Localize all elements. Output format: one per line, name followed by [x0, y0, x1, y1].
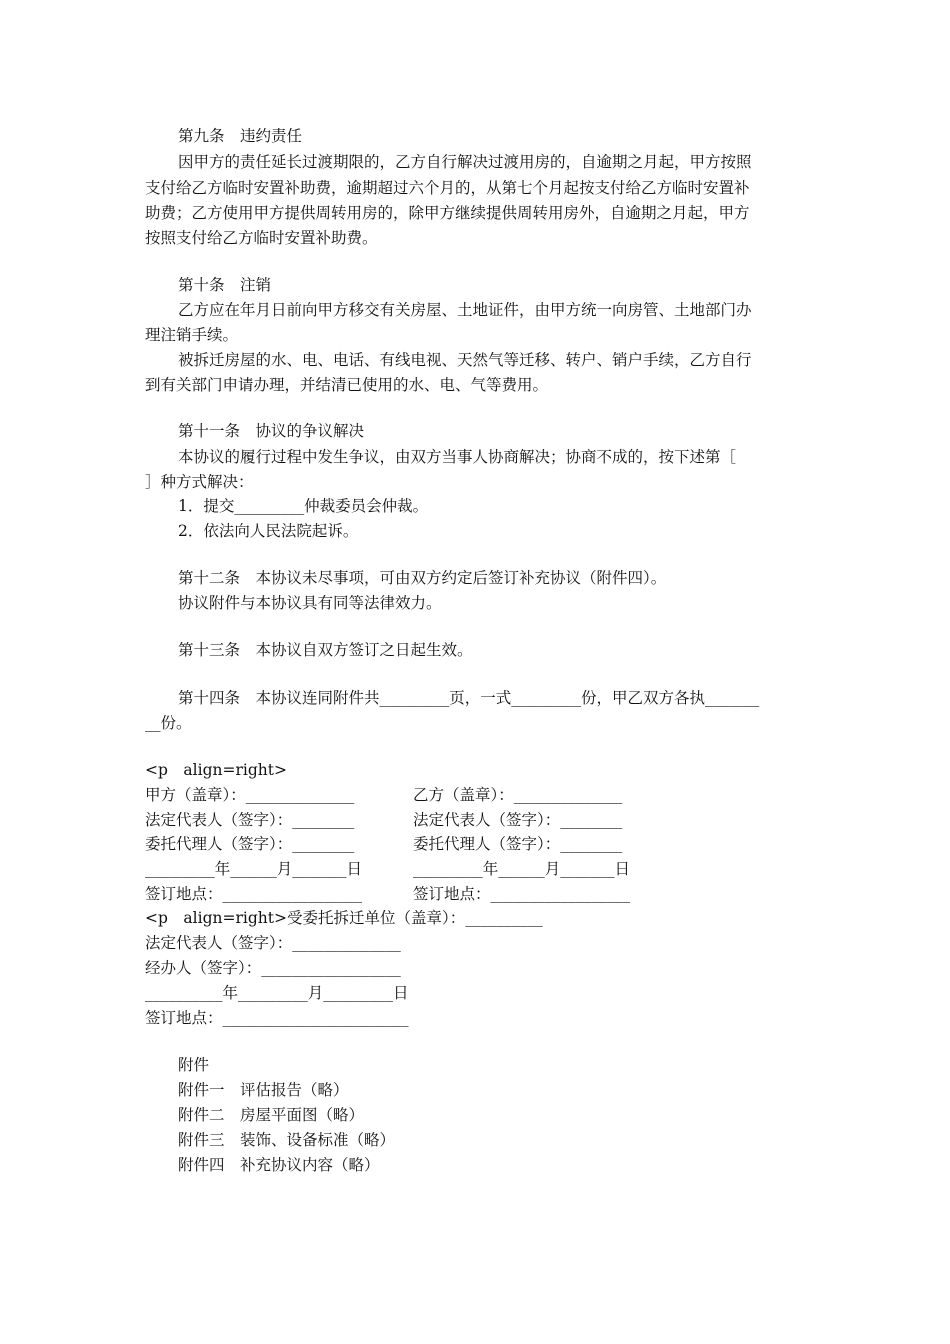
party-a-date: _________年______月_______日 — [145, 860, 363, 878]
article10-line: 到有关部门申请办理，并结清已使用的水、电、气等费用。 — [145, 376, 549, 394]
article9-line: 支付给乙方临时安置补助费，逾期超过六个月的，从第七个月起按支付给乙方临时安置补 — [145, 179, 750, 197]
party-a-legal-rep: 法定代表人（签字）：________ — [145, 811, 355, 829]
party-a-seal: 甲方（盖章）：______________ — [145, 786, 355, 804]
delegated-unit-seal: <p align=right>受委托拆迁单位（盖章）：__________ — [145, 909, 543, 927]
article11-option: 2．依法向人民法院起诉。 — [178, 522, 359, 540]
delegated-handler: 经办人（签字）：__________________ — [145, 959, 401, 977]
party-b-legal-rep: 法定代表人（签字）：________ — [413, 811, 623, 829]
align-tag-text: <p align=right> — [145, 761, 287, 779]
article9-heading: 第九条 违约责任 — [178, 127, 303, 145]
delegated-legal-rep: 法定代表人（签字）：______________ — [145, 934, 401, 952]
article11-line: 本协议的履行过程中发生争议，由双方当事人协商解决；协商不成的，按下述第［ — [178, 448, 737, 466]
attachment-item: 附件一 评估报告（略） — [178, 1081, 349, 1099]
delegated-date: __________年_________月_________日 — [145, 984, 409, 1002]
article11-option: 1．提交_________仲裁委员会仲裁。 — [178, 497, 429, 515]
article11-line: ］种方式解决： — [145, 473, 254, 491]
article14-line: __份。 — [145, 714, 192, 732]
party-b-date: _________年______月_______日 — [413, 860, 631, 878]
article10-line: 理注销手续。 — [145, 326, 239, 344]
article9-line: 因甲方的责任延长过渡期限的，乙方自行解决过渡用房的，自逾期之月起，甲方按照 — [178, 153, 752, 171]
attachments-title: 附件 — [178, 1056, 210, 1074]
article10-heading: 第十条 注销 — [178, 276, 272, 294]
attachment-item: 附件二 房屋平面图（略） — [178, 1106, 365, 1124]
party-a-place: 签订地点：__________________ — [145, 885, 363, 903]
article10-line: 乙方应在年月日前向甲方移交有关房屋、土地证件，由甲方统一向房管、土地部门办 — [178, 301, 752, 319]
article10-line: 被拆迁房屋的水、电、电话、有线电视、天然气等迁移、转户、销户手续，乙方自行 — [178, 351, 752, 369]
party-b-agent: 委托代理人（签字）：________ — [413, 835, 623, 853]
party-b-seal: 乙方（盖章）：______________ — [413, 786, 623, 804]
article14-line: 第十四条 本协议连同附件共_________页，一式_________份，甲乙双方各执_______ — [178, 689, 760, 707]
party-a-agent: 委托代理人（签字）：________ — [145, 835, 355, 853]
article9-line: 助费；乙方使用甲方提供周转用房的，除甲方继续提供周转用房外，自逾期之月起，甲方 — [145, 204, 750, 222]
attachment-item: 附件三 装饰、设备标准（略） — [178, 1131, 396, 1149]
party-b-place: 签订地点：__________________ — [413, 885, 631, 903]
article13-heading: 第十三条 本协议自双方签订之日起生效。 — [178, 641, 473, 659]
delegated-place: 签订地点：________________________ — [145, 1009, 409, 1027]
article12-line: 协议附件与本协议具有同等法律效力。 — [178, 594, 442, 612]
article12-heading: 第十二条 本协议未尽事项，可由双方约定后签订补充协议（附件四）。 — [178, 569, 667, 587]
article9-line: 按照支付给乙方临时安置补助费。 — [145, 229, 378, 247]
attachment-item: 附件四 补充协议内容（略） — [178, 1156, 380, 1174]
article11-heading: 第十一条 协议的争议解决 — [178, 422, 365, 440]
